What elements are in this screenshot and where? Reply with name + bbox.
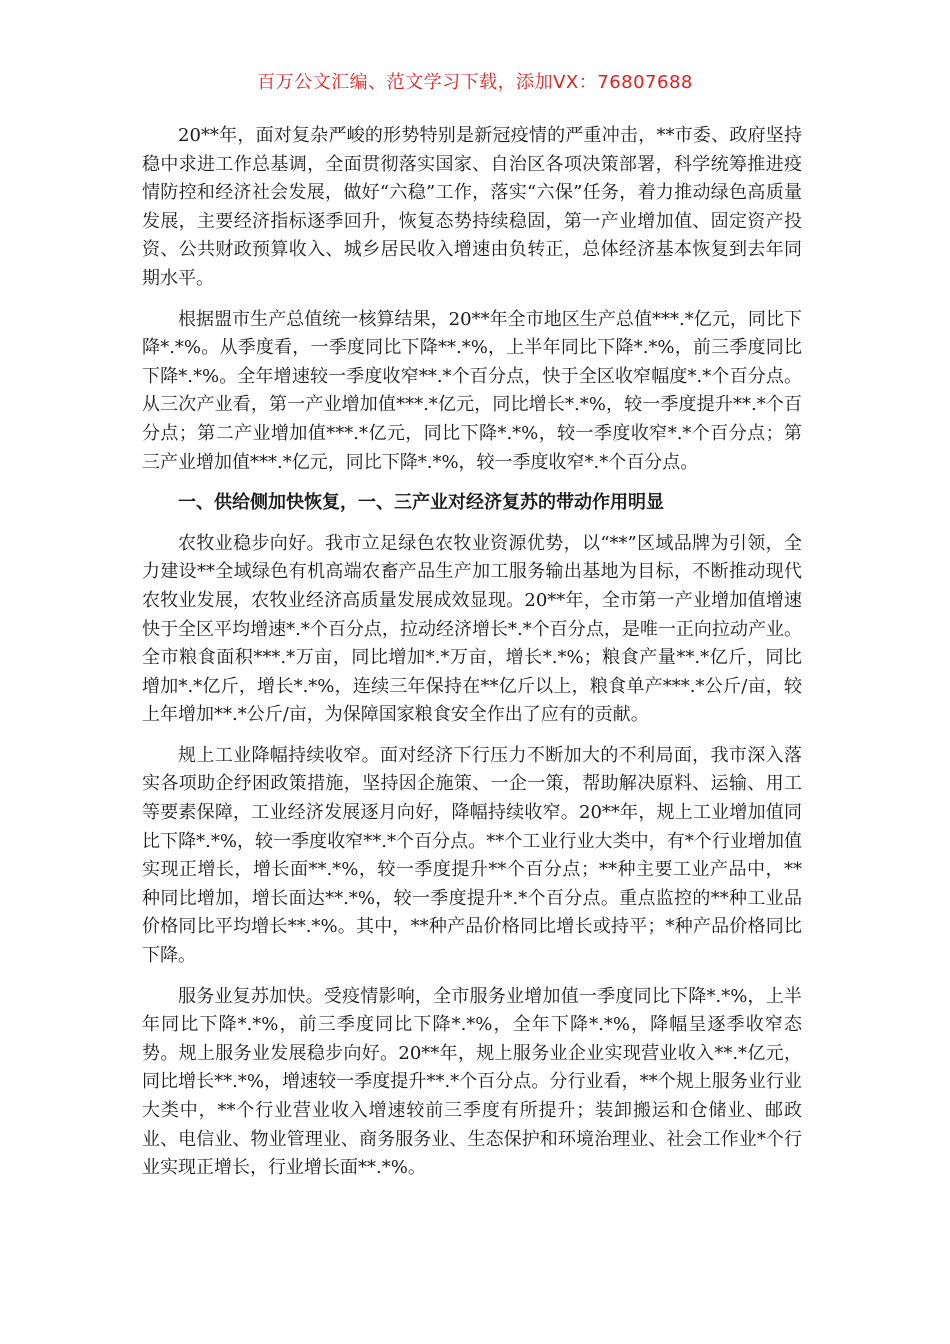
section-paragraph-services: 服务业复苏加快。受疫情影响，全市服务业增加值一季度同比下降*.*%，上半年同比下降*.*%，前三季度同比下降*.*%，全年下降*.*%，降幅呈逐季收窄态势。规上服务业发展稳步向好。20**年，规上服务业企业实现营业收入**.*亿元，同比增长**.*%，增速较一季度提升**.*个百分点。分行业看，**个规上服务业行业大类中，**个行业营业收入增速较前三季度有所提升；装卸搬运和仓储业、邮政业、电信业、物业管理业、商务服务业、生态保护和环境治理业、社会工作业*个行业实现正增长，行业增长面**.*%。	[142, 985, 802, 1179]
intro-paragraph-1: 20**年，面对复杂严峻的形势特别是新冠疫情的严重冲击，**市委、政府坚持稳中求进工作总基调，全面贯彻落实国家、自治区各项决策部署，科学统筹推进疫情防控和经济社会发展，做好“六稳”工作，落实“六保”任务，着力推动绿色高质量发展，主要经济指标逐季回升，恢复态势持续稳固，第一产业增加值、固定资产投资、公共财政预算收入、城乡居民收入增速由负转正，总体经济基本恢复到去年同期水平。	[142, 125, 802, 289]
section-paragraph-industry: 规上工业降幅持续收窄。面对经济下行压力不断加大的不利局面，我市深入落实各项助企纾困政策措施，坚持因企施策、一企一策，帮助解决原料、运输、用工等要素保障，工业经济发展逐月向好，降幅持续收窄。20**年，规上工业增加值同比下降*.*%，较一季度收窄**.*个百分点。**个工业行业大类中，有*个行业增加值实现正增长，增长面**.*%，较一季度提升**个百分点；**种主要工业产品中，**种同比增加，增长面达**.*%，较一季度提升*.*个百分点。重点监控的**种工业品价格同比平均增长**.*%。其中，**种产品价格同比增长或持平；*种产品价格同比下降。	[142, 744, 802, 967]
intro-paragraph-2: 根据盟市生产总值统一核算结果，20**年全市地区生产总值***.*亿元，同比下降*.*%。从季度看，一季度同比下降**.*%，上半年同比下降*.*%，前三季度同比下降*.*%。全年增速较一季度收窄**.*个百分点，快于全区收窄幅度*.*个百分点。从三次产业看，第一产业增加值***.*亿元，同比增长*.*%，较一季度提升**.*个百分点；第二产业增加值***.*亿元，同比下降*.*%，较一季度收窄*.*个百分点；第三产业增加值***.*亿元，同比下降*.*%，较一季度收窄*.*个百分点。	[142, 308, 802, 473]
header-watermark: 百万公文汇编、范文学习下载，添加VX：76807688	[257, 72, 693, 93]
section-heading: 一、供给侧加快恢复，一、三产业对经济复苏的带动作用明显	[178, 492, 664, 514]
section-paragraph-agriculture: 农牧业稳步向好。我市立足绿色农牧业资源优势，以“**”区域品牌为引领，全力建设**全域绿色有机高端农畜产品生产加工服务输出基地为目标，不断推动现代农牧业发展，农牧业经济高质量发展成效显现。20**年，全市第一产业增加值增速快于全区平均增速*.*个百分点，拉动经济增长*.*个百分点，是唯一正向拉动产业。全市粮食面积***.*万亩，同比增加*.*万亩，增长*.*%；粮食产量**.*亿斤，同比增加*.*亿斤，增长*.*%，连续三年保持在**亿斤以上，粮食单产***.*公斤/亩，较上年增加**.*公斤/亩，为保障国家粮食安全作出了应有的贡献。	[142, 532, 802, 726]
document-body	[142, 122, 802, 1195]
